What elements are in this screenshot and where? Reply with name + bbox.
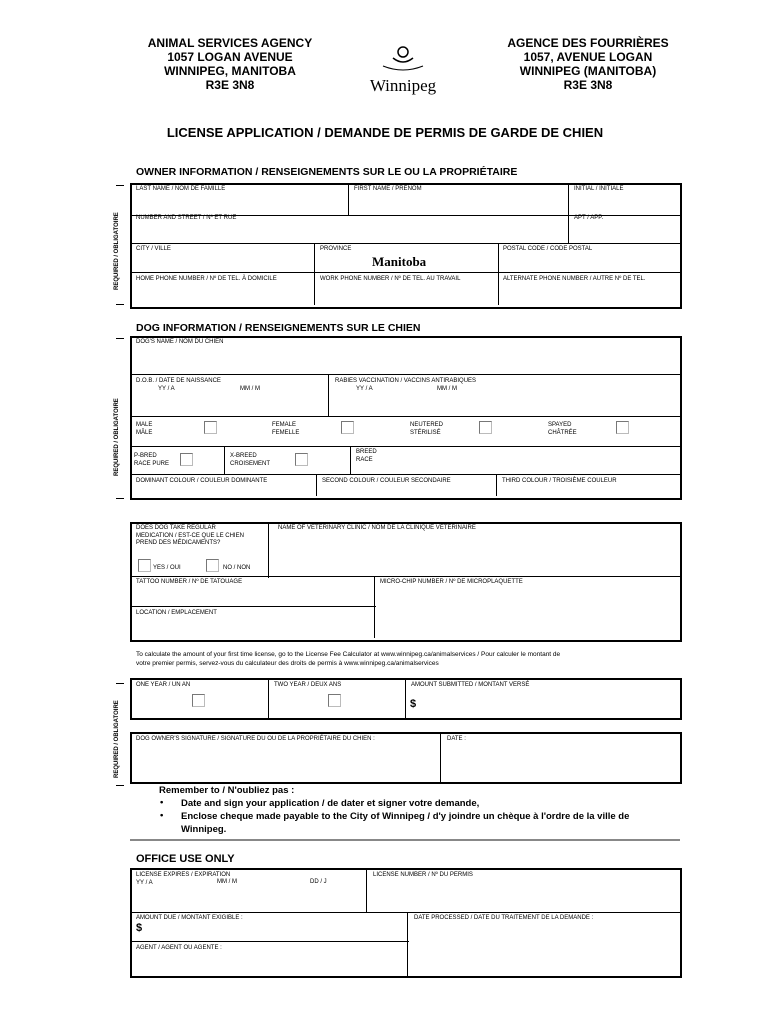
reminder-item-2-cont: Winnipeg. xyxy=(181,824,227,835)
breed-label-fr: RACE xyxy=(356,456,373,463)
agency-city-en: WINNIPEG, MANITOBA xyxy=(164,64,296,78)
third-colour-field[interactable]: THIRD COLOUR / TROISIÈME COULEUR xyxy=(502,478,617,484)
owner-heading: OWNER INFORMATION / RENSEIGNEMENTS SUR LE OU LA PROPRIÉTAIRE xyxy=(136,166,518,178)
rabies-field[interactable]: RABIES VACCINATION / VACCINS ANTIRABIQUES xyxy=(335,378,477,384)
amount-due-dollar-sign: $ xyxy=(136,922,143,934)
initial-field[interactable]: INITIAL / INITIALE xyxy=(574,186,624,192)
agency-address-en xyxy=(120,36,340,92)
one-year-label: ONE YEAR / UN AN xyxy=(136,682,191,688)
spayed-label-en: SPAYED xyxy=(548,422,572,428)
medication-no-label: NO / NON xyxy=(223,565,251,571)
agency-street-en: 1057 LOGAN AVENUE xyxy=(167,50,293,64)
fee-note-line-2: votre premier permis, servez-vous du calculateur des droits de permis à www.winnipeg.ca/animalservices xyxy=(136,660,439,667)
reminder-item-1: Date and sign your application / de dater et signer votre demande, xyxy=(181,798,480,809)
neutered-label-en: NEUTERED xyxy=(410,422,444,428)
winnipeg-logo-text: Winnipeg xyxy=(369,76,437,95)
payment-required-label: REQUIRED / OBLIGATOIRE xyxy=(114,700,120,778)
amount-submitted-field[interactable]: AMOUNT SUBMITTED / MONTANT VERSÉ xyxy=(411,682,530,688)
dog-name-field[interactable]: DOG'S NAME / NOM DU CHIEN xyxy=(136,339,224,345)
microchip-field[interactable]: MICRO-CHIP NUMBER / Nº DE MICROPLAQUETTE xyxy=(380,579,523,585)
dob-mm-label: MM / M xyxy=(240,386,260,392)
expires-dd-label: DD / J xyxy=(310,879,327,885)
agency-postal-en: R3E 3N8 xyxy=(205,78,255,92)
expires-mm-label: MM / M xyxy=(217,879,237,885)
medication-no-checkbox[interactable] xyxy=(206,559,219,572)
section-marker xyxy=(116,185,124,186)
two-year-checkbox[interactable] xyxy=(328,694,341,707)
medication-question xyxy=(136,525,244,548)
xbreed-label xyxy=(230,453,270,468)
breed-field[interactable] xyxy=(356,449,377,464)
neutered-label-fr: STÉRILISÉ xyxy=(410,429,441,436)
pbred-label-fr: RACE PURE xyxy=(134,460,170,467)
neutered-checkbox[interactable] xyxy=(479,421,492,434)
agency-street-fr: 1057, AVENUE LOGAN xyxy=(523,50,653,64)
agent-field[interactable]: AGENT / AGENT OU AGENTE : xyxy=(136,945,222,951)
city-field[interactable]: CITY / VILLE xyxy=(136,246,171,252)
medication-line-1: DOES DOG TAKE REGULAR xyxy=(136,525,216,531)
rabies-yy-label: YY / A xyxy=(356,386,373,392)
agency-address-fr xyxy=(478,36,698,92)
date-processed-field[interactable]: DATE PROCESSED / DATE DU TRAITEMENT DE LA DEMANDE : xyxy=(414,915,594,921)
male-label-en: MALE xyxy=(136,422,153,428)
dog-heading: DOG INFORMATION / RENSEIGNEMENTS SUR LE CHIEN xyxy=(136,322,421,334)
owner-info-box xyxy=(130,183,682,309)
home-phone-field[interactable]: HOME PHONE NUMBER / Nº DE TEL. À DOMICILE xyxy=(136,276,277,282)
office-use-heading: OFFICE USE ONLY xyxy=(136,853,235,865)
pbred-checkbox[interactable] xyxy=(180,453,193,466)
license-expires-label: LICENSE EXPIRES / EXPIRATION xyxy=(136,872,231,878)
xbreed-checkbox[interactable] xyxy=(295,453,308,466)
section-marker xyxy=(116,785,124,786)
medication-line-2: MEDICATION / EST-CE QUE LE CHIEN xyxy=(136,532,244,539)
agency-name-fr: AGENCE DES FOURRIÈRES xyxy=(507,36,669,50)
medication-yes-checkbox[interactable] xyxy=(138,559,151,572)
xbreed-label-fr: CROISEMENT xyxy=(230,460,271,467)
location-field[interactable]: LOCATION / EMPLACEMENT xyxy=(136,610,217,616)
male-label xyxy=(136,422,152,437)
divider xyxy=(130,839,680,841)
male-label-fr: MÂLE xyxy=(136,429,153,436)
signature-date-field[interactable]: DATE : xyxy=(447,736,466,742)
winnipeg-logo xyxy=(358,40,448,100)
postal-code-field[interactable]: POSTAL CODE / CODE POSTAL xyxy=(503,246,593,252)
two-year-label: TWO YEAR / DEUX ANS xyxy=(274,682,342,688)
amount-due-field[interactable]: AMOUNT DUE / MONTANT EXIGIBLE : xyxy=(136,915,243,921)
agency-name-en: ANIMAL SERVICES AGENCY xyxy=(147,36,313,50)
street-field[interactable]: NUMBER AND STREET / Nº ET RUE xyxy=(136,215,237,221)
vet-clinic-field[interactable]: NAME OF VETERINARY CLINIC / NOM DE LA CLINIQUE VÉTÉRINAIRE xyxy=(278,525,476,531)
section-marker xyxy=(116,498,124,499)
bullet-icon: • xyxy=(160,797,164,808)
dob-field[interactable]: D.O.B. / DATE DE NAISSANCE xyxy=(136,378,221,384)
female-checkbox[interactable] xyxy=(341,421,354,434)
province-field[interactable]: PROVINCE xyxy=(320,246,352,252)
neutered-label xyxy=(410,422,443,437)
agency-city-fr: WINNIPEG (MANITOBA) xyxy=(519,64,657,78)
alternate-phone-field[interactable]: ALTERNATE PHONE NUMBER / AUTRE Nº DE TEL. xyxy=(503,276,646,282)
female-label-en: FEMALE xyxy=(272,422,297,428)
expires-yy-label: YY / A xyxy=(136,879,153,886)
amount-dollar-sign: $ xyxy=(410,698,417,710)
medication-yes-label: YES / OUI xyxy=(153,565,181,571)
female-label xyxy=(272,422,299,437)
second-colour-field[interactable]: SECOND COLOUR / COULEUR SECONDAIRE xyxy=(322,478,451,484)
one-year-checkbox[interactable] xyxy=(192,694,205,707)
winnipeg-logo-mark-icon xyxy=(358,40,448,76)
owner-signature-field[interactable]: DOG OWNER'S SIGNATURE / SIGNATURE DU OU DE LA PROPRIÉTAIRE DU CHIEN : xyxy=(136,736,375,742)
license-number-field[interactable]: LICENSE NUMBER / Nº DU PERMIS xyxy=(373,872,473,878)
page-title: LICENSE APPLICATION / DEMANDE DE PERMIS DE GARDE DE CHIEN xyxy=(166,125,604,140)
rabies-mm-label: MM / M xyxy=(437,386,457,392)
first-name-field[interactable]: FIRST NAME / PRÉNOM xyxy=(354,186,422,192)
fee-note-line-1: To calculate the amount of your first time license, go to the License Fee Calculator at www.winnipeg.ca/animalservices / Pour calculer le montant de xyxy=(136,651,561,658)
section-marker xyxy=(116,683,124,684)
pbred-label xyxy=(134,453,169,468)
pbred-label-en: P-BRED xyxy=(134,453,157,459)
section-marker xyxy=(116,338,124,339)
dominant-colour-field[interactable]: DOMINANT COLOUR / COULEUR DOMINANTE xyxy=(136,478,268,484)
dob-yy-label: YY / A xyxy=(158,386,175,392)
province-value: Manitoba xyxy=(372,254,427,269)
medication-line-3: PREND DES MÉDICAMENTS? xyxy=(136,540,221,546)
section-marker xyxy=(116,304,124,305)
apt-field[interactable]: APT / APP. xyxy=(574,215,604,221)
dog-required-label: REQUIRED / OBLIGATOIRE xyxy=(114,398,120,476)
xbreed-label-en: X-BREED xyxy=(230,453,257,459)
agency-postal-fr: R3E 3N8 xyxy=(563,78,613,92)
payment-box xyxy=(130,678,682,720)
reminder-heading: Remember to / N'oubliez pas : xyxy=(159,785,295,796)
bullet-icon: • xyxy=(160,810,164,821)
spayed-label xyxy=(548,422,577,437)
female-label-fr: FEMELLE xyxy=(272,429,300,436)
male-checkbox[interactable] xyxy=(204,421,217,434)
fee-calculator-note xyxy=(136,650,676,668)
spayed-checkbox[interactable] xyxy=(616,421,629,434)
last-name-field[interactable]: LAST NAME / NOM DE FAMILLE xyxy=(136,186,226,192)
dog-info-box xyxy=(130,336,682,500)
breed-label-en: BREED xyxy=(356,449,377,455)
owner-required-label: REQUIRED / OBLIGATOIRE xyxy=(114,212,120,290)
reminder-item-2: Enclose cheque made payable to the City of Winnipeg / d'y joindre un chèque à l'ordre de la ville de xyxy=(181,811,630,822)
work-phone-field[interactable]: WORK PHONE NUMBER / Nº DE TEL. AU TRAVAIL xyxy=(320,276,461,282)
tattoo-field[interactable]: TATTOO NUMBER / Nº DE TATOUAGE xyxy=(136,579,243,585)
spayed-label-fr: CHÂTRÉE xyxy=(548,429,577,436)
